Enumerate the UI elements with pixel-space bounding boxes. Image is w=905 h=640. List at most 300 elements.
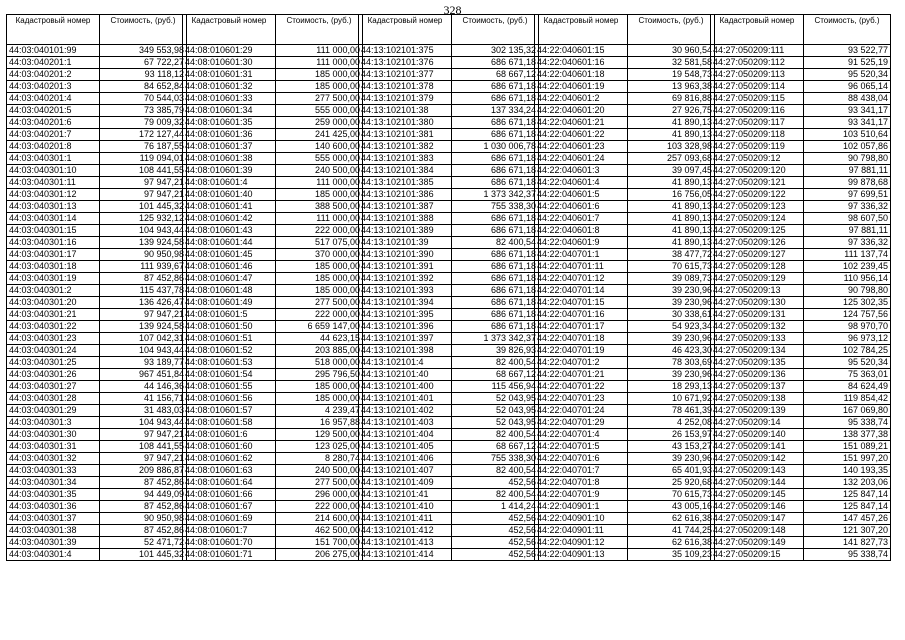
cost-cell: 68 667,12 [452,441,539,453]
table-row [359,129,539,141]
cost-cell: 93 341,17 [804,105,891,117]
cadastre-number-cell: 44:03:040301:13 [7,201,100,213]
cadastre-number-cell: 44:03:040301:34 [7,477,100,489]
cadastre-number-cell: 44:27:050209:127 [711,249,804,261]
cost-cell: 95 520,34 [804,69,891,81]
cadastre-number-cell: 44:22:040901:12 [535,537,628,549]
table-row [7,165,187,177]
cadastre-number-cell: 44:27:050209:140 [711,429,804,441]
table-row [535,225,715,237]
cost-cell: 686 671,18 [452,129,539,141]
cadastre-table-1 [6,14,187,561]
table-row [7,405,187,417]
table-row [535,477,715,489]
cost-cell: 78 303,69 [628,357,715,369]
table-row [711,309,891,321]
cadastre-number-cell: 44:27:050209:115 [711,93,804,105]
cost-cell: 93 118,12 [100,69,187,81]
cadastre-number-cell: 44:13:102101:39 [359,237,452,249]
table-row [359,489,539,501]
table-row [535,249,715,261]
cadastre-number-cell: 44:13:102101:393 [359,285,452,297]
cadastre-number-cell: 44:08:010601:35 [183,117,276,129]
cadastre-number-cell: 44:03:040301:28 [7,393,100,405]
cost-cell: 95 338,74 [804,549,891,561]
table-row [7,93,187,105]
cost-cell: 39 230,96 [628,285,715,297]
table-row [183,333,363,345]
table-row [7,225,187,237]
table-row [7,441,187,453]
cost-cell: 87 452,86 [100,477,187,489]
table-row [183,489,363,501]
table-row [711,525,891,537]
table-row [711,381,891,393]
cadastre-number-cell: 44:03:040301:15 [7,225,100,237]
table-row [711,345,891,357]
table-row [535,381,715,393]
cost-cell: 686 671,18 [452,309,539,321]
cadastre-number-cell: 44:22:040701:4 [535,429,628,441]
cadastre-number-cell: 44:13:102101:392 [359,273,452,285]
cadastre-number-cell: 44:03:040301:33 [7,465,100,477]
cost-cell: 69 816,88 [628,93,715,105]
cost-cell: 121 307,20 [804,525,891,537]
cadastre-number-cell: 44:27:050209:124 [711,213,804,225]
cadastre-number-cell: 44:08:010601:43 [183,225,276,237]
table-row [711,189,891,201]
table-row [183,69,363,81]
cost-cell: 125 847,14 [804,489,891,501]
cadastre-number-cell: 44:08:010601:45 [183,249,276,261]
table-row [183,537,363,549]
cost-cell: 67 722,27 [100,57,187,69]
table-row [183,201,363,213]
cadastre-number-cell: 44:03:040201:1 [7,57,100,69]
cost-cell: 90 798,80 [804,153,891,165]
table-row [183,213,363,225]
cadastre-number-cell: 44:13:102101:414 [359,549,452,561]
table-row [183,465,363,477]
header-cadastre-number: Кадастровый номер [183,15,276,45]
table-row [7,45,187,57]
table-row [535,165,715,177]
cadastre-number-cell: 44:27:050209:118 [711,129,804,141]
table-row [7,261,187,273]
table-row [7,369,187,381]
cadastre-number-cell: 44:08:010601:70 [183,537,276,549]
cost-cell: 39 230,96 [628,369,715,381]
cadastre-number-cell: 44:03:040301:19 [7,273,100,285]
cadastre-number-cell: 44:03:040301:25 [7,357,100,369]
cadastre-number-cell: 44:08:010601:6 [183,429,276,441]
cost-cell: 41 890,13 [628,129,715,141]
table-row [711,213,891,225]
cadastre-number-cell: 44:22:040601:20 [535,105,628,117]
cadastre-number-cell: 44:27:050209:134 [711,345,804,357]
table-row [711,453,891,465]
cadastre-number-cell: 44:08:010601:52 [183,345,276,357]
table-row [359,117,539,129]
cost-cell: 137 334,24 [452,105,539,117]
cadastre-number-cell: 44:22:040601:5 [535,189,628,201]
cadastre-number-cell: 44:13:102101:413 [359,537,452,549]
cadastre-number-cell: 44:22:040601:2 [535,93,628,105]
cadastre-number-cell: 44:08:010601:33 [183,93,276,105]
cost-cell: 70 615,73 [628,489,715,501]
table-row [535,201,715,213]
header-cost: Стоимость, (руб.) [276,15,363,45]
cost-cell: 123 025,00 [276,441,363,453]
cost-cell: 462 500,00 [276,525,363,537]
table-row [183,189,363,201]
cost-cell: 686 671,18 [452,261,539,273]
cost-cell: 222 000,00 [276,501,363,513]
cadastre-number-cell: 44:13:102101:381 [359,129,452,141]
cost-cell: 79 009,32 [100,117,187,129]
table-row [359,57,539,69]
table-row [7,345,187,357]
cadastre-number-cell: 44:08:010601:55 [183,381,276,393]
table-row [535,405,715,417]
cadastre-number-cell: 44:27:050209:144 [711,477,804,489]
cost-cell: 39 230,96 [628,333,715,345]
table-row [711,417,891,429]
cost-cell: 147 457,26 [804,513,891,525]
cadastre-number-cell: 44:03:040301:39 [7,537,100,549]
table-row [183,249,363,261]
cadastre-number-cell: 44:22:040701:8 [535,477,628,489]
table-row [711,501,891,513]
cost-cell: 97 881,11 [804,165,891,177]
cost-cell: 1 030 006,78 [452,141,539,153]
cost-cell: 555 000,00 [276,153,363,165]
cadastre-number-cell: 44:03:040301:14 [7,213,100,225]
cadastre-number-cell: 44:13:102101:4 [359,357,452,369]
table-row [711,69,891,81]
cadastre-number-cell: 44:22:040601:16 [535,57,628,69]
cadastre-number-cell: 44:27:050209:142 [711,453,804,465]
cadastre-number-cell: 44:22:040701:15 [535,297,628,309]
header-cadastre-number: Кадастровый номер [711,15,804,45]
cadastre-number-cell: 44:27:050209:141 [711,441,804,453]
table-row [711,81,891,93]
cadastre-number-cell: 44:08:010601:53 [183,357,276,369]
header-cost: Стоимость, (руб.) [628,15,715,45]
cadastre-number-cell: 44:13:102101:395 [359,309,452,321]
cost-cell: 257 093,68 [628,153,715,165]
table-row [535,393,715,405]
table-row [359,417,539,429]
table-row [711,465,891,477]
table-row [7,513,187,525]
cost-cell: 167 069,80 [804,405,891,417]
cost-cell: 97 947,21 [100,429,187,441]
cadastre-table-3 [358,14,539,561]
table-row [711,441,891,453]
cost-cell: 388 500,00 [276,201,363,213]
cadastre-number-cell: 44:13:102101:407 [359,465,452,477]
cost-cell: 185 000,00 [276,393,363,405]
cadastre-number-cell: 44:22:040601:22 [535,129,628,141]
table-row [535,441,715,453]
table-row [183,309,363,321]
table-row [183,381,363,393]
cadastre-number-cell: 44:03:040201:5 [7,105,100,117]
cadastre-number-cell: 44:13:102101:388 [359,213,452,225]
table-row [183,237,363,249]
table-row [535,417,715,429]
cost-cell: 41 156,71 [100,393,187,405]
cost-cell: 111 000,00 [276,177,363,189]
table-row [535,189,715,201]
cost-cell: 136 426,47 [100,297,187,309]
table-row [535,261,715,273]
cadastre-number-cell: 44:22:040601:4 [535,177,628,189]
table-row [711,45,891,57]
header-cadastre-number: Кадастровый номер [7,15,100,45]
cadastre-number-cell: 44:08:010601:4 [183,177,276,189]
cadastre-number-cell: 44:22:040601:19 [535,81,628,93]
table-row [711,393,891,405]
table-row [711,297,891,309]
cost-cell: 30 338,61 [628,309,715,321]
cost-cell: 84 624,49 [804,381,891,393]
cost-cell: 349 553,98 [100,45,187,57]
table-row [183,525,363,537]
table-row [359,525,539,537]
table-row [711,141,891,153]
cost-cell: 139 924,58 [100,321,187,333]
cadastre-number-cell: 44:13:102101:376 [359,57,452,69]
table-row [359,477,539,489]
table-row [711,249,891,261]
cost-cell: 98 607,50 [804,213,891,225]
cadastre-number-cell: 44:27:050209:14 [711,417,804,429]
table-row [183,165,363,177]
cadastre-number-cell: 44:08:010601:67 [183,501,276,513]
table-row [183,441,363,453]
cadastre-number-cell: 44:08:010601:5 [183,309,276,321]
cost-cell: 97 947,21 [100,189,187,201]
cadastre-number-cell: 44:22:040701:1 [535,249,628,261]
table-row [183,513,363,525]
cadastre-number-cell: 44:22:040701:6 [535,453,628,465]
cadastre-number-cell: 44:22:040701:2 [535,357,628,369]
cadastre-number-cell: 44:08:010601:64 [183,477,276,489]
cadastre-number-cell: 44:13:102101:41 [359,489,452,501]
cost-cell: 52 043,95 [452,405,539,417]
cadastre-number-cell: 44:13:102101:406 [359,453,452,465]
table-row [711,549,891,561]
cost-cell: 16 957,88 [276,417,363,429]
cadastre-table-5 [710,14,891,561]
table-row [183,45,363,57]
table-row [711,405,891,417]
cost-cell: 82 400,54 [452,489,539,501]
header-cadastre-number: Кадастровый номер [535,15,628,45]
table-row [359,81,539,93]
cost-cell: 97 947,21 [100,309,187,321]
cost-cell: 172 127,44 [100,129,187,141]
table-row [183,105,363,117]
cost-cell: 82 400,54 [452,237,539,249]
cadastre-number-cell: 44:08:010601:31 [183,69,276,81]
cost-cell: 27 926,75 [628,105,715,117]
table-row [7,105,187,117]
cadastre-number-cell: 44:13:102101:396 [359,321,452,333]
table-row [711,93,891,105]
cost-cell: 125 932,12 [100,213,187,225]
cadastre-number-cell: 44:27:050209:123 [711,201,804,213]
cadastre-number-cell: 44:13:102101:377 [359,69,452,81]
cost-cell: 41 890,13 [628,237,715,249]
header-cost: Стоимость, (руб.) [452,15,539,45]
cadastre-number-cell: 44:13:102101:378 [359,81,452,93]
cadastre-number-cell: 44:27:050209:133 [711,333,804,345]
cadastre-number-cell: 44:08:010601:32 [183,81,276,93]
cost-cell: 41 890,13 [628,201,715,213]
cadastre-number-cell: 44:08:010601:51 [183,333,276,345]
cost-cell: 62 616,38 [628,513,715,525]
table-row [535,69,715,81]
cadastre-number-cell: 44:27:050209:120 [711,165,804,177]
cost-cell: 90 798,80 [804,285,891,297]
cost-cell: 185 000,00 [276,381,363,393]
cost-cell: 87 452,86 [100,501,187,513]
cost-cell: 240 500,00 [276,465,363,477]
cost-cell: 101 445,32 [100,201,187,213]
cost-cell: 111 000,00 [276,45,363,57]
cadastre-number-cell: 44:03:040201:7 [7,129,100,141]
table-row [183,225,363,237]
table-row [7,489,187,501]
table-row [183,93,363,105]
table-row [183,81,363,93]
cadastre-number-cell: 44:27:050209:122 [711,189,804,201]
cost-cell: 1 373 342,37 [452,189,539,201]
cost-cell: 70 615,73 [628,261,715,273]
cadastre-number-cell: 44:27:050209:147 [711,513,804,525]
cost-cell: 107 042,31 [100,333,187,345]
cost-cell: 87 452,86 [100,525,187,537]
cadastre-number-cell: 44:22:040701:7 [535,465,628,477]
table-header-row [359,15,539,45]
cost-cell: 18 293,13 [628,381,715,393]
cost-cell: 222 000,00 [276,225,363,237]
cadastre-number-cell: 44:27:050209:12 [711,153,804,165]
cadastre-number-cell: 44:03:040301:37 [7,513,100,525]
cadastre-number-cell: 44:13:102101:398 [359,345,452,357]
cadastre-number-cell: 44:27:050209:114 [711,81,804,93]
table-row [359,429,539,441]
cadastre-number-cell: 44:03:040201:3 [7,81,100,93]
cadastre-number-cell: 44:08:010601:41 [183,201,276,213]
cadastre-number-cell: 44:03:040301:3 [7,417,100,429]
table-row [711,273,891,285]
table-row [7,129,187,141]
cost-cell: 99 878,68 [804,177,891,189]
table-row [183,177,363,189]
cadastre-number-cell: 44:13:102101:382 [359,141,452,153]
cadastre-number-cell: 44:27:050209:149 [711,537,804,549]
table-row [535,93,715,105]
cost-cell: 125 302,35 [804,297,891,309]
cadastre-number-cell: 44:03:040201:2 [7,69,100,81]
table-row [359,165,539,177]
cost-cell: 97 336,32 [804,201,891,213]
table-row [359,93,539,105]
cost-cell: 104 943,44 [100,225,187,237]
cost-cell: 95 338,74 [804,417,891,429]
cadastre-number-cell: 44:13:102101:38 [359,105,452,117]
table-row [535,237,715,249]
cadastre-number-cell: 44:22:040601:18 [535,69,628,81]
cadastre-number-cell: 44:03:040301:32 [7,453,100,465]
cadastre-number-cell: 44:22:040701:24 [535,405,628,417]
cost-cell: 44 623,15 [276,333,363,345]
cadastre-number-cell: 44:13:102101:375 [359,45,452,57]
cost-cell: 82 400,54 [452,357,539,369]
cadastre-number-cell: 44:22:040701:14 [535,285,628,297]
cost-cell: 111 000,00 [276,213,363,225]
table-row [7,153,187,165]
cost-cell: 686 671,18 [452,117,539,129]
page-number: 328 [443,3,462,17]
cadastre-number-cell: 44:27:050209:111 [711,45,804,57]
table-row [535,213,715,225]
cost-cell: 82 400,54 [452,465,539,477]
table-row [711,357,891,369]
cost-cell: 70 544,03 [100,93,187,105]
cost-cell: 46 423,30 [628,345,715,357]
cadastre-number-cell: 44:27:050209:112 [711,57,804,69]
cadastre-number-cell: 44:03:040201:4 [7,93,100,105]
table-row [359,225,539,237]
cadastre-number-cell: 44:08:010601:56 [183,393,276,405]
cadastre-number-cell: 44:08:010601:58 [183,417,276,429]
table-row [711,225,891,237]
table-row [711,165,891,177]
cost-cell: 95 520,34 [804,357,891,369]
table-row [711,237,891,249]
table-row [711,333,891,345]
table-row [359,249,539,261]
table-row [535,333,715,345]
cadastre-number-cell: 44:22:040701:21 [535,369,628,381]
table-row [7,549,187,561]
table-row [183,261,363,273]
table-row [7,237,187,249]
cadastre-number-cell: 44:22:040701:5 [535,441,628,453]
cadastre-number-cell: 44:22:040601:3 [535,165,628,177]
table-row [183,141,363,153]
table-row [183,285,363,297]
table-row [359,45,539,57]
cost-cell: 111 939,67 [100,261,187,273]
table-row [7,381,187,393]
table-row [711,117,891,129]
cadastre-number-cell: 44:03:040301:18 [7,261,100,273]
table-row [183,453,363,465]
cadastre-number-cell: 44:08:010601:49 [183,297,276,309]
cost-cell: 140 193,35 [804,465,891,477]
cost-cell: 686 671,18 [452,225,539,237]
table-row [7,357,187,369]
cost-cell: 151 997,20 [804,453,891,465]
table-row [7,453,187,465]
cadastre-number-cell: 44:03:040301:2 [7,285,100,297]
